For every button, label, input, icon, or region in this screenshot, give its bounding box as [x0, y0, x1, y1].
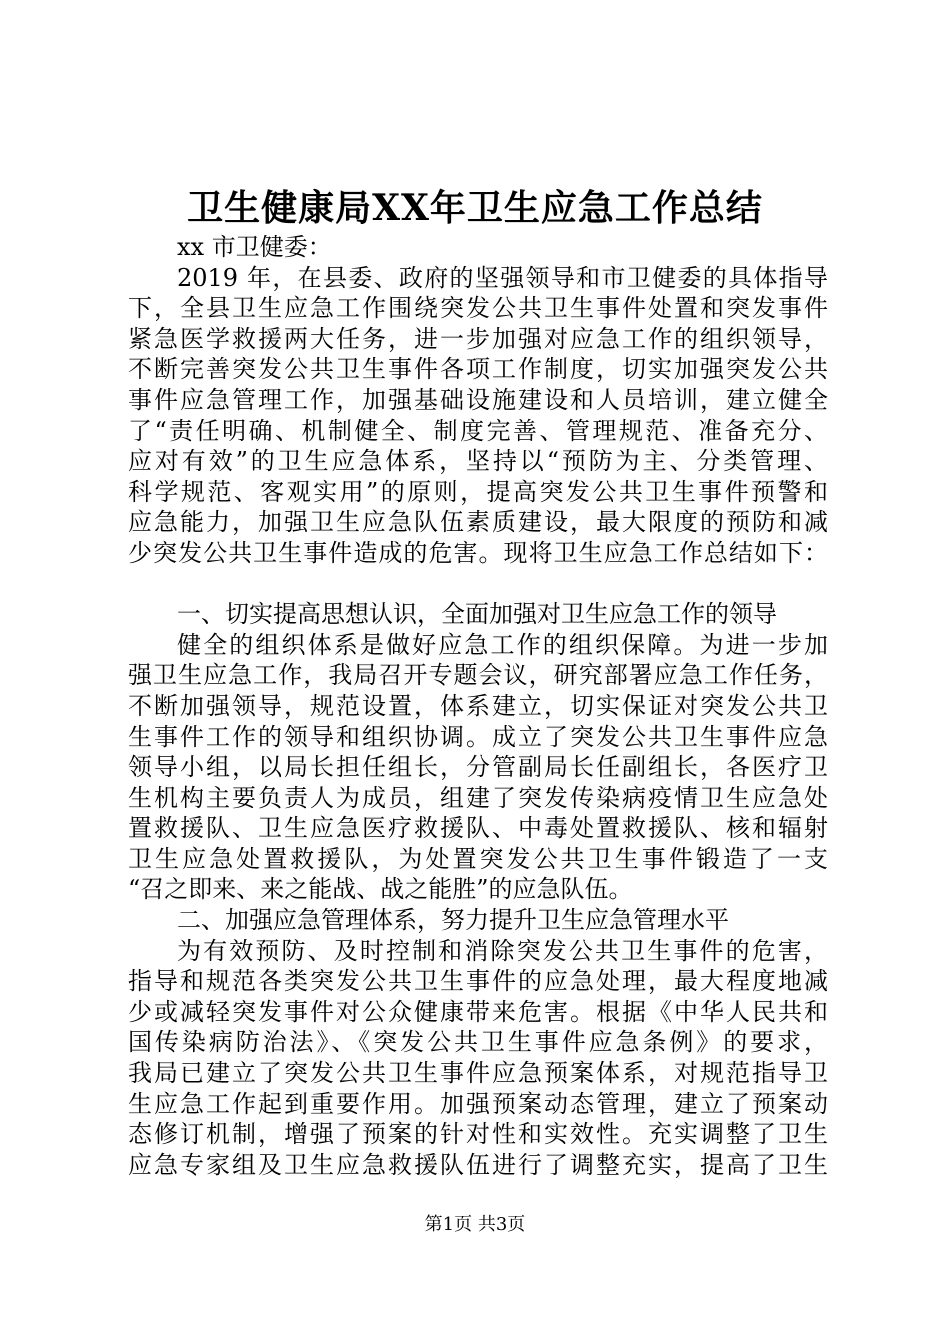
paragraph-line: 健全的组织体系是做好应急工作的组织保障。为进一步加 — [177, 630, 828, 659]
paragraph-line: 卫生应急处置救援队，为处置突发公共卫生事件锻造了一支 — [128, 844, 828, 873]
paragraph-line: 应急能力，加强卫生应急队伍素质建设，最大限度的预防和减 — [128, 508, 828, 537]
paragraph-line: “召之即来、来之能战、战之能胜”的应急队伍。 — [128, 875, 633, 904]
paragraph-line: 事件应急管理工作，加强基础设施建设和人员培训，建立健全 — [128, 385, 828, 414]
paragraph-line: 强卫生应急工作，我局召开专题会议，研究部署应急工作任务， — [128, 661, 828, 690]
paragraph-line: 指导和规范各类突发公共卫生事件的应急处理，最大程度地减 — [128, 967, 828, 996]
paragraph-line: 下，全县卫生应急工作围绕突发公共卫生事件处置和突发事件 — [128, 294, 828, 323]
paragraph-line: 置救援队、卫生应急医疗救援队、中毒处置救援队、核和辐射 — [128, 814, 828, 843]
paragraph-line: 紧急医学救援两大任务，进一步加强对应急工作的组织领导， — [128, 324, 828, 353]
salutation-line: xx 市卫健委： — [177, 233, 332, 261]
paragraph-line: 态修订机制，增强了预案的针对性和实效性。充实调整了卫生 — [128, 1120, 828, 1149]
page-footer: 第1页 共3页 — [424, 1214, 526, 1235]
document-title: 卫生健康局XX年卫生应急工作总结 — [187, 187, 763, 229]
paragraph-line: 不断完善突发公共卫生事件各项工作制度，切实加强突发公共 — [128, 355, 828, 384]
paragraph-line: 2019 年，在县委、政府的坚强领导和市卫健委的具体指导 — [177, 263, 828, 292]
paragraph-line: 我局已建立了突发公共卫生事件应急预案体系，对规范指导卫 — [128, 1059, 828, 1088]
paragraph-line: 科学规范、客观实用”的原则，提高突发公共卫生事件预警和 — [128, 477, 828, 506]
paragraph-line: 生机构主要负责人为成员，组建了突发传染病疫情卫生应急处 — [128, 783, 828, 812]
paragraph-line: 应对有效”的卫生应急体系，坚持以“预防为主、分类管理、 — [128, 447, 828, 476]
paragraph-line: 国传染病防治法》、《突发公共卫生事件应急条例》的要求， — [128, 1028, 828, 1057]
paragraph-line: 少突发公共卫生事件造成的危害。现将卫生应急工作总结如下： — [128, 538, 828, 567]
document-body — [128, 232, 828, 1180]
paragraph-line: 了“责任明确、机制健全、制度完善、管理规范、准备充分、 — [128, 416, 828, 445]
paragraph-line: 应急专家组及卫生应急救援队伍进行了调整充实，提高了卫生 — [128, 1150, 828, 1179]
section-heading-2: 二、加强应急管理体系，努力提升卫生应急管理水平 — [177, 906, 729, 935]
paragraph-line: 不断加强领导，规范设置，体系建立，切实保证对突发公共卫 — [128, 691, 828, 720]
paragraph-line: 少或减轻突发事件对公众健康带来危害。根据《中华人民共和 — [128, 997, 828, 1026]
paragraph-line: 生应急工作起到重要作用。加强预案动态管理，建立了预案动 — [128, 1089, 828, 1118]
paragraph-line: 为有效预防、及时控制和消除突发公共卫生事件的危害， — [177, 936, 828, 965]
paragraph-line: 领导小组，以局长担任组长，分管副局长任副组长，各医疗卫 — [128, 753, 828, 782]
section-heading-1: 一、切实提高思想认识，全面加强对卫生应急工作的领导 — [177, 600, 777, 629]
blank-line — [128, 569, 828, 600]
paragraph-line: 生事件工作的领导和组织协调。成立了突发公共卫生事件应急 — [128, 722, 828, 751]
